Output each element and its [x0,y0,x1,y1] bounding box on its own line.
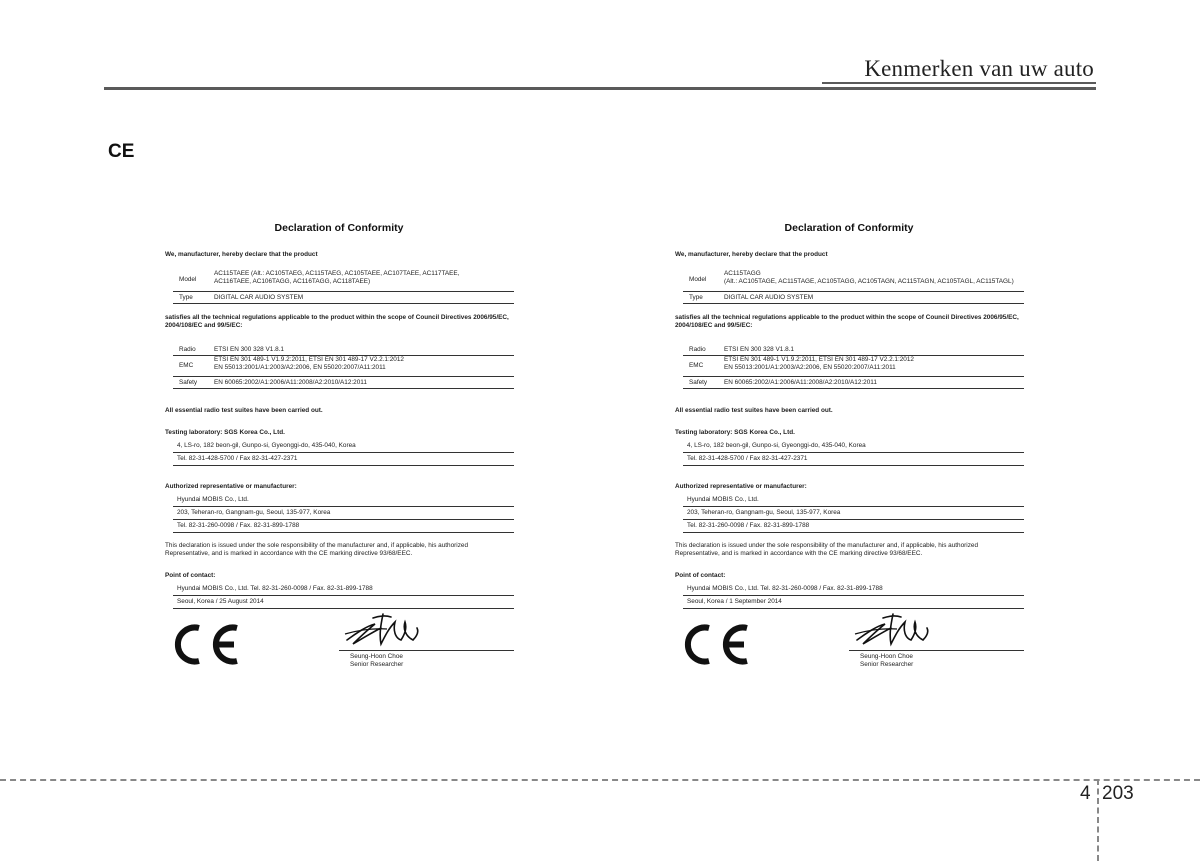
testing-lab-label: Testing laboratory: SGS Korea Co., Ltd. [675,429,795,436]
date-line-row [683,596,1024,609]
date-line: Seoul, Korea / 25 August 2014 [177,598,264,605]
lab-tel-line [683,453,1024,466]
page-number: 203 [1102,783,1134,804]
rep-address-line [173,507,514,520]
tests-statement: All essential radio test suites have been carried out. [675,407,833,414]
rep-tel: Tel. 82-31-260-0098 / Fax. 82-31-899-1788 [687,522,810,529]
lab-address-line [683,440,1024,453]
safety-row [683,377,1024,389]
emc-row [683,356,1024,377]
safety-value: EN 60065:2002/A1:2006/A11:2008/A2:2010/A12:2011 [724,379,877,386]
contact-line: Hyundai MOBIS Co., Ltd. Tel. 82-31-260-0098 / Fax. 82-31-899-1788 [687,585,883,592]
signer-title: Senior Researcher [350,661,404,668]
declaration-intro: We, manufacturer, hereby declare that the product [675,251,828,258]
declaration-statement: This declaration is issued under the sole responsibility of the manufacturer and, if applicable, his authorized Representative, and is marked in accordance with the CE marking directive 93/68/EEC. [675,542,979,557]
model-line-1: AC115TAGG [724,270,761,277]
lab-tel: Tel. 82-31-428-5700 / Fax 82-31-427-2371 [687,455,808,462]
model-label: Model [179,276,197,283]
signer-block [350,653,403,669]
safety-label: Safety [689,379,708,386]
contact-line: Hyundai MOBIS Co., Ltd. Tel. 82-31-260-0098 / Fax. 82-31-899-1788 [177,585,373,592]
lab-tel-line [173,453,514,466]
signature-line [849,650,1024,651]
representative-lines [173,494,514,533]
emc-label: EMC [179,362,194,369]
rep-address: 203, Teheran-ro, Gangnam-gu, Seoul, 135-977, Korea [687,509,841,516]
product-table [683,269,1024,304]
rep-address: 203, Teheran-ro, Gangnam-gu, Seoul, 135-977, Korea [177,509,331,516]
model-line-1: AC115TAEE (Alt.: AC105TAEG, AC115TAEG, AC105TAEE, AC107TAEE, AC117TAEE, [214,270,460,277]
contact-lines [173,583,514,609]
signer-name: Seung-Hoon Choe [860,653,913,660]
testing-lab-lines [173,440,514,466]
rep-name-line [683,494,1024,507]
rep-tel: Tel. 82-31-260-0098 / Fax. 82-31-899-1788 [177,522,300,529]
regulations-text: satisfies all the technical regulations applicable to the product within the scope of Council Directives 2006/95/EC, 2004/108/EC and 99/5/EC: [165,314,509,329]
type-row [173,292,514,304]
declaration-title: Declaration of Conformity [784,222,914,234]
emc-label: EMC [689,362,704,369]
model-row [683,269,1024,292]
radio-value: ETSI EN 300 328 V1.8.1 [724,346,794,353]
safety-value: EN 60065:2002/A1:2006/A11:2008/A2:2010/A12:2011 [214,379,367,386]
rep-name: Hyundai MOBIS Co., Ltd. [687,496,759,503]
representative-label: Authorized representative or manufacturer: [675,483,807,490]
signer-block [860,653,913,669]
emc-line-1: ETSI EN 301 489-1 V1.9.2:2011, ETSI EN 301 489-17 V2.2.1:2012 [724,356,914,363]
testing-lab-lines [683,440,1024,466]
header-rule [104,87,1096,90]
lab-tel: Tel. 82-31-428-5700 / Fax 82-31-427-2371 [177,455,298,462]
model-line-2: (Alt.: AC105TAGE, AC115TAGE, AC105TAGG, AC105TAGN, AC115TAGN, AC105TAGL, AC115TAGL) [724,278,1014,285]
representative-lines [683,494,1024,533]
rep-tel-line [173,520,514,533]
model-line-2: AC116TAEE, AC106TAGG, AC116TAGG, AC118TAEE) [214,278,371,285]
contact-label: Point of contact: [675,572,726,579]
declaration-statement: This declaration is issued under the sole responsibility of the manufacturer and, if applicable, his authorized Representative, and is marked in accordance with the CE marking directive 93/68/EEC. [165,542,469,557]
page-number-divider [1097,779,1099,861]
type-row [683,292,1024,304]
contact-line-row [683,583,1024,596]
lab-address: 4, LS-ro, 182 beon-gil, Gunpo-si, Gyeonggi-do, 435-040, Korea [177,442,356,449]
rep-name: Hyundai MOBIS Co., Ltd. [177,496,249,503]
emc-line-2: EN 55013:2001/A1:2003/A2:2006, EN 55020:2007/A11:2011 [214,364,386,371]
signer-title: Senior Researcher [860,661,914,668]
page-bottom-dashed-border [0,779,1200,781]
standards-table [683,344,1024,389]
contact-lines [683,583,1024,609]
radio-row [173,344,514,356]
product-table [173,269,514,304]
model-value [724,270,1014,286]
type-value: DIGITAL CAR AUDIO SYSTEM [214,294,304,301]
tests-statement: All essential radio test suites have been carried out. [165,407,323,414]
lab-address: 4, LS-ro, 182 beon-gil, Gunpo-si, Gyeonggi-do, 435-040, Korea [687,442,866,449]
declaration-title: Declaration of Conformity [274,222,404,234]
page-header-title: Kenmerken van uw auto [864,56,1094,81]
emc-line-2: EN 55013:2001/A1:2003/A2:2006, EN 55020:2007/A11:2011 [724,364,896,371]
type-label: Type [689,294,703,301]
lab-address-line [173,440,514,453]
radio-value: ETSI EN 300 328 V1.8.1 [214,346,284,353]
emc-value [724,356,914,372]
safety-row [173,377,514,389]
signature-image [343,610,423,650]
type-value: DIGITAL CAR AUDIO SYSTEM [724,294,814,301]
emc-value [214,356,404,372]
chapter-number: 4 [1080,783,1091,804]
model-label: Model [689,276,707,283]
section-title: CE [108,141,135,162]
contact-label: Point of contact: [165,572,216,579]
radio-row [683,344,1024,356]
model-row [173,269,514,292]
declaration-document-left [163,222,515,682]
standards-table [173,344,514,389]
radio-label: Radio [689,346,706,353]
declaration-intro: We, manufacturer, hereby declare that the product [165,251,318,258]
testing-lab-label: Testing laboratory: SGS Korea Co., Ltd. [165,429,285,436]
declaration-document-right [673,222,1025,682]
radio-label: Radio [179,346,196,353]
rep-address-line [683,507,1024,520]
header-rule-accent [822,82,1096,84]
model-value [214,270,459,286]
date-line-row [173,596,514,609]
type-label: Type [179,294,193,301]
emc-row [173,356,514,377]
rep-name-line [173,494,514,507]
signer-name: Seung-Hoon Choe [350,653,403,660]
contact-line-row [173,583,514,596]
safety-label: Safety [179,379,198,386]
emc-line-1: ETSI EN 301 489-1 V1.9.2:2011, ETSI EN 301 489-17 V2.2.1:2012 [214,356,404,363]
ce-mark-logo [683,622,753,667]
signature-image [853,610,933,650]
representative-label: Authorized representative or manufacturer: [165,483,297,490]
rep-tel-line [683,520,1024,533]
regulations-text: satisfies all the technical regulations applicable to the product within the scope of Council Directives 2006/95/EC, 2004/108/EC and 99/5/EC: [675,314,1019,329]
signature-line [339,650,514,651]
date-line: Seoul, Korea / 1 September 2014 [687,598,782,605]
ce-mark-logo [173,622,243,667]
